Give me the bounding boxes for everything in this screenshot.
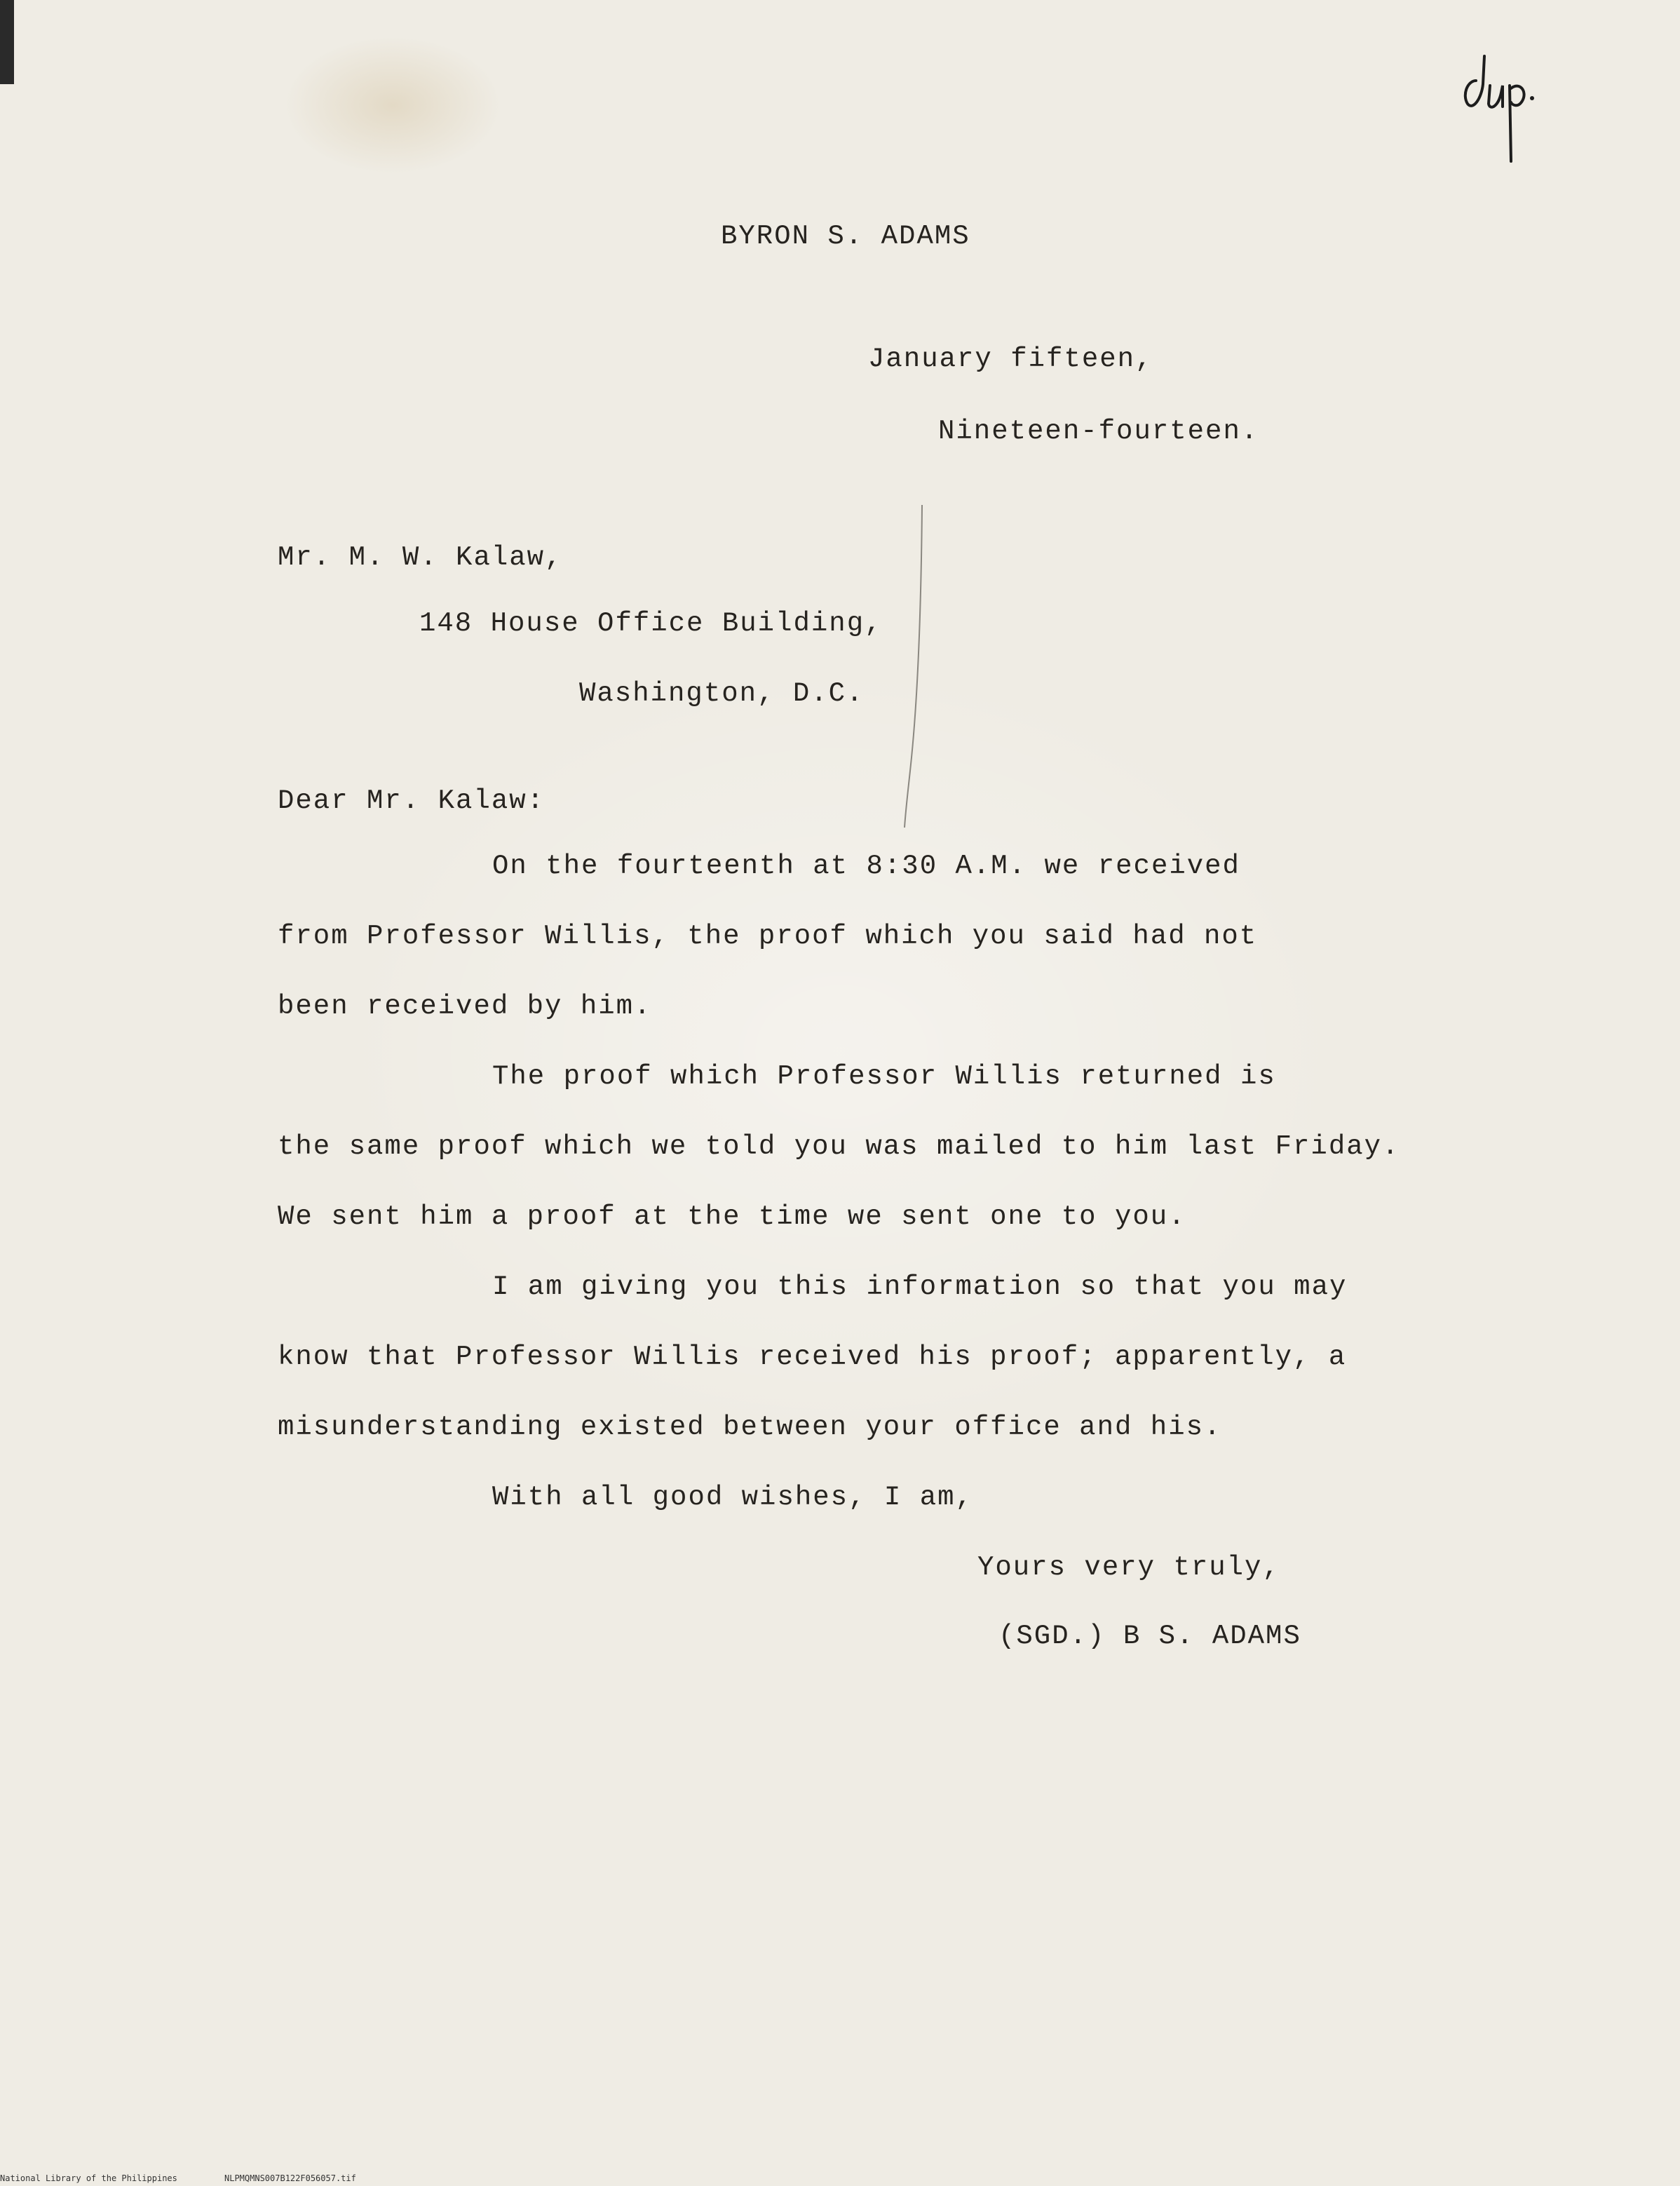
body-line: the same proof which we told you was mailed to him last Friday. bbox=[278, 1131, 1400, 1162]
body-line: I am giving you this information so that you may bbox=[492, 1271, 1348, 1302]
pencil-mark bbox=[890, 505, 933, 828]
recipient-address-1: 148 House Office Building, bbox=[419, 608, 883, 639]
body-line: The proof which Professor Willis returned is bbox=[492, 1061, 1276, 1092]
footer-library-name: National Library of the Philippines bbox=[0, 2173, 177, 2183]
recipient-address-2: Washington, D.C. bbox=[579, 678, 865, 709]
body-line: been received by him. bbox=[278, 991, 652, 1022]
signature: (SGD.) B S. ADAMS bbox=[998, 1621, 1301, 1652]
body-line: We sent him a proof at the time we sent one to you. bbox=[278, 1201, 1186, 1232]
date-line-1: January fifteen, bbox=[868, 344, 1153, 375]
footer-file-name: NLPMQMNS007B122F056057.tif bbox=[224, 2173, 356, 2183]
body-line: misunderstanding existed between your office and his. bbox=[278, 1412, 1222, 1443]
date-line-2: Nineteen-fourteen. bbox=[938, 416, 1259, 447]
body-line: from Professor Willis, the proof which you said had not bbox=[278, 921, 1258, 952]
handwritten-note-dup bbox=[1455, 42, 1539, 168]
recipient-name: Mr. M. W. Kalaw, bbox=[278, 542, 563, 573]
body-line: With all good wishes, I am, bbox=[492, 1482, 973, 1513]
letterhead: BYRON S. ADAMS bbox=[721, 221, 970, 252]
body-line: know that Professor Willis received his proof; apparently, a bbox=[278, 1342, 1347, 1372]
scan-edge bbox=[0, 0, 14, 84]
body-line: On the fourteenth at 8:30 A.M. we received bbox=[492, 851, 1240, 882]
closing: Yours very truly, bbox=[977, 1552, 1280, 1583]
salutation: Dear Mr. Kalaw: bbox=[278, 785, 546, 816]
